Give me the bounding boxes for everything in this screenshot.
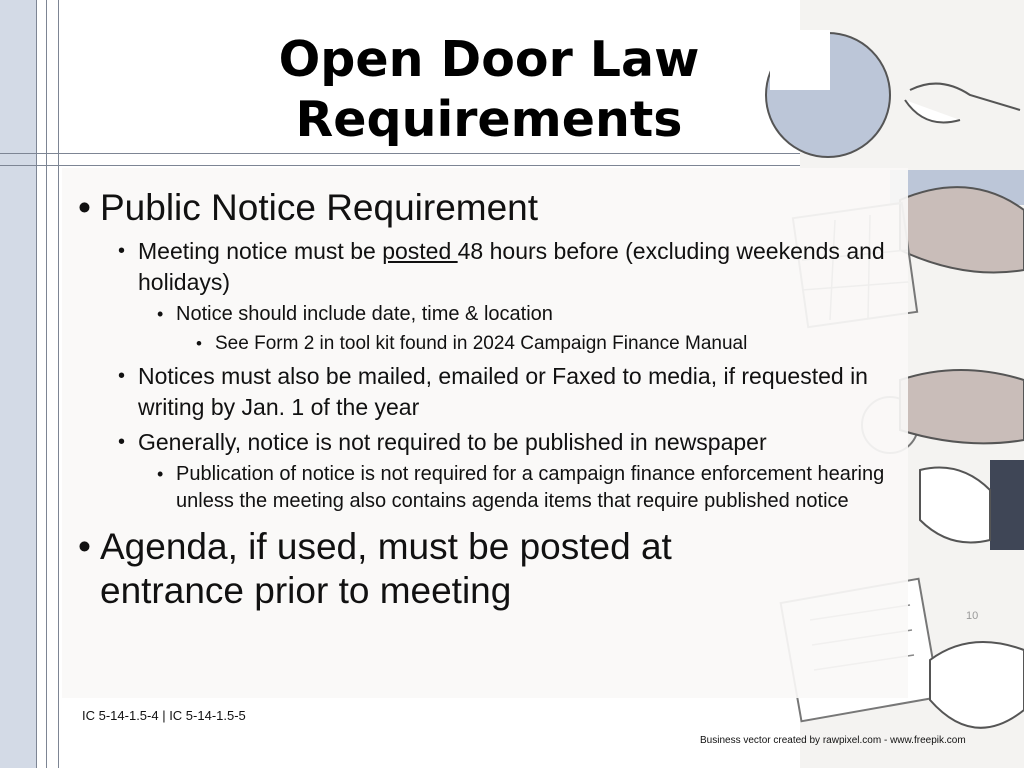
title-line-1: Open Door Law — [278, 31, 700, 88]
bullet-text: Notices must also be mailed, emailed or Faxed to media, if requested in writing by Jan. 1 of the year — [138, 363, 868, 420]
vertical-rule — [36, 0, 37, 768]
image-credit: Business vector created by rawpixel.com - www.freepik.com — [700, 735, 966, 746]
page-number: 10 — [966, 610, 979, 622]
bullet-dot-icon: • — [157, 464, 164, 484]
vertical-rule — [46, 0, 47, 768]
bullet-level-3 — [78, 461, 916, 515]
bullet-text: See Form 2 in tool kit found in 2024 Campaign Finance Manual — [215, 333, 748, 354]
bullet-text: 48 hours before (excluding weekends and holidays) — [138, 238, 885, 295]
bullet-text: Meeting notice must be — [138, 238, 383, 264]
underlined-text: posted — [382, 238, 458, 264]
bullet-text: Generally, notice is not required to be published in newspaper — [138, 429, 767, 455]
bullet-dot-icon: • — [118, 240, 126, 262]
bullet-dot-icon: • — [157, 304, 164, 324]
title-line-2: Requirements — [295, 91, 683, 148]
bullet-level-2 — [78, 236, 898, 298]
bullet-text: Publication of notice is not required for a campaign finance enforcement hearing unless the meeting also contains agenda items that require published notice — [176, 463, 885, 512]
bullet-dot-icon: • — [118, 365, 126, 387]
bullet-level-4 — [78, 331, 898, 357]
slide-body — [78, 186, 898, 619]
vertical-rule — [58, 0, 59, 768]
bullet-text: Notice should include date, time & location — [176, 303, 553, 325]
bullet-text: Agenda, if used, must be posted at entrance prior to meeting — [100, 526, 672, 611]
bullet-dot-icon: • — [78, 187, 91, 228]
bullet-text: Public Notice Requirement — [100, 187, 539, 228]
left-decorative-bar — [0, 0, 36, 768]
bullet-dot-icon: • — [196, 334, 202, 353]
bullet-level-2 — [78, 427, 898, 458]
bullet-level-1 — [78, 525, 820, 613]
statute-citation: IC 5-14-1.5-4 | IC 5-14-1.5-5 — [82, 708, 246, 723]
bullet-level-2 — [78, 361, 898, 423]
bullet-level-3 — [78, 301, 898, 328]
bullet-dot-icon: • — [118, 431, 126, 453]
bullet-level-1 — [78, 186, 898, 230]
bullet-dot-icon: • — [78, 526, 91, 567]
slide-title — [200, 30, 778, 150]
